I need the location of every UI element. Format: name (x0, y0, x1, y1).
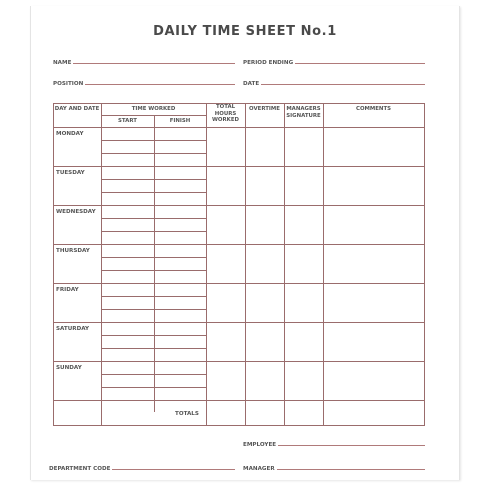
department-code-label: DEPARTMENT CODE (49, 466, 111, 472)
period-ending-line (295, 63, 425, 64)
col-sep-start-finish (154, 115, 155, 412)
header-finish: FINISH (169, 118, 191, 124)
time-worked-subheader-line (101, 115, 206, 116)
date-line (261, 84, 425, 85)
employee-line (278, 445, 425, 446)
department-code-line (112, 469, 235, 470)
col-sep-day (101, 103, 102, 426)
period-ending-label: PERIOD ENDING (243, 60, 294, 66)
sub-row (101, 387, 206, 388)
sub-row (101, 140, 206, 141)
day-label-thursday: THURSDAY (56, 248, 90, 254)
day-sep-7 (53, 400, 425, 401)
header-time-worked: TIME WORKED (131, 106, 176, 112)
header-overtime: OVERTIME (249, 106, 280, 112)
totals-label: TOTALS (175, 411, 199, 417)
position-line (85, 84, 235, 85)
day-sep-3 (53, 244, 425, 245)
col-sep-time (206, 103, 207, 426)
sub-row (101, 257, 206, 258)
employee-label: EMPLOYEE (243, 442, 277, 448)
sub-row (101, 153, 206, 154)
table-border-bottom (53, 425, 425, 426)
table-border-right (424, 103, 425, 426)
sub-row (101, 348, 206, 349)
header-managers-signature: MANAGERS SIGNATURE (286, 106, 321, 119)
manager-line (277, 469, 425, 470)
date-label: DATE (243, 81, 260, 87)
day-sep-2 (53, 205, 425, 206)
name-field[interactable] (53, 54, 235, 66)
table-border-left (53, 103, 54, 426)
time-table (53, 103, 425, 426)
day-label-friday: FRIDAY (56, 287, 79, 293)
sub-row (101, 296, 206, 297)
day-sep-6 (53, 361, 425, 362)
position-label: POSITION (53, 81, 84, 87)
day-sep-1 (53, 166, 425, 167)
sub-row (101, 374, 206, 375)
day-label-tuesday: TUESDAY (56, 170, 85, 176)
time-sheet-page (30, 6, 460, 480)
header-start: START (118, 118, 137, 124)
header-total-hours-worked: TOTAL HOURS WORKED (211, 104, 239, 123)
name-line (73, 63, 235, 64)
header-comments: COMMENTS (355, 106, 392, 112)
col-sep-total (245, 103, 246, 426)
sub-row (101, 192, 206, 193)
department-code-field[interactable] (49, 460, 235, 472)
sheet-title: DAILY TIME SHEET No.1 (153, 24, 337, 39)
day-label-monday: MONDAY (56, 131, 84, 137)
sub-row (101, 309, 206, 310)
manager-label: MANAGER (243, 466, 275, 472)
day-label-wednesday: WEDNESDAY (56, 209, 96, 215)
sub-row (101, 270, 206, 271)
date-field[interactable] (243, 75, 425, 87)
sub-row (101, 231, 206, 232)
manager-field[interactable] (243, 460, 425, 472)
sub-row (101, 335, 206, 336)
col-sep-signature (323, 103, 324, 426)
header-bottom-line (53, 127, 425, 128)
sub-row (101, 179, 206, 180)
header-day-and-date: DAY AND DATE (54, 106, 100, 112)
day-sep-4 (53, 283, 425, 284)
period-ending-field[interactable] (243, 54, 425, 66)
position-field[interactable] (53, 75, 235, 87)
sub-row (101, 218, 206, 219)
employee-field[interactable] (243, 436, 425, 448)
day-label-saturday: SATURDAY (56, 326, 90, 332)
name-label: NAME (53, 60, 72, 66)
col-sep-overtime (284, 103, 285, 426)
day-sep-5 (53, 322, 425, 323)
day-label-sunday: SUNDAY (56, 365, 82, 371)
